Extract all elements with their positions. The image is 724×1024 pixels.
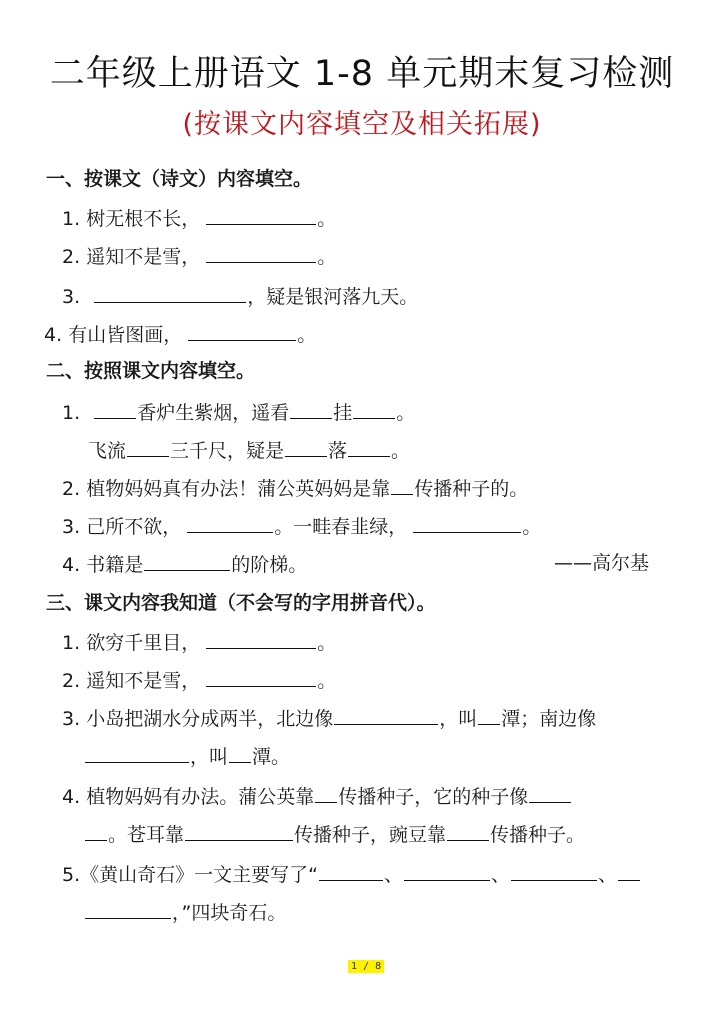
answer-blank[interactable] <box>348 436 390 457</box>
s3-item-3-line-1 <box>62 704 596 732</box>
answer-blank[interactable] <box>511 860 597 881</box>
s3-item-4-line-2 <box>84 820 585 848</box>
answer-blank[interactable] <box>187 512 273 533</box>
answer-blank[interactable] <box>618 860 640 881</box>
s1-item-3 <box>62 282 418 310</box>
item-text: 遥知不是雪， <box>86 670 201 692</box>
item-text: 、 <box>598 864 618 886</box>
item-text: 飞流 <box>88 440 127 462</box>
answer-blank[interactable] <box>285 436 327 457</box>
answer-blank[interactable] <box>478 704 500 725</box>
item-text: 、 <box>491 864 511 886</box>
answer-blank[interactable] <box>319 860 383 881</box>
answer-blank[interactable] <box>127 436 169 457</box>
item-text: 。 <box>391 440 411 462</box>
answer-blank[interactable] <box>185 820 293 841</box>
item-text: 。 <box>522 516 542 538</box>
item-number: 2. <box>62 670 81 692</box>
item-number: 1. <box>62 632 81 654</box>
section-2-heading: 二、按照课文内容填空。 <box>46 360 256 382</box>
item-text: ，叫 <box>439 708 478 730</box>
answer-blank[interactable] <box>404 860 490 881</box>
s2-item-1-line-1 <box>62 398 415 426</box>
item-text: ，疑是银河落九天。 <box>247 286 419 308</box>
s2-item-4 <box>62 550 307 578</box>
section-1-heading: 一、按课文（诗文）内容填空。 <box>46 168 313 190</box>
item-text: 有山皆图画， <box>68 324 183 346</box>
item-number: 4. <box>62 786 81 808</box>
item-text: 植物妈妈真有办法！蒲公英妈妈是靠 <box>86 478 391 500</box>
s3-item-1 <box>62 628 336 656</box>
item-text: 挂 <box>333 402 353 424</box>
section-3-heading: 三、课文内容我知道（不会写的字用拼音代）。 <box>46 592 436 614</box>
item-text: 传播种子，豌豆靠 <box>294 824 447 846</box>
item-text: 、 <box>384 864 404 886</box>
item-text: 传播种子的。 <box>414 478 529 500</box>
answer-blank[interactable] <box>144 550 230 571</box>
s3-item-5-line-2 <box>84 898 286 926</box>
item-text: 小岛把湖水分成两半，北边像 <box>86 708 334 730</box>
item-text: 潭。 <box>252 746 291 768</box>
s2-item-3 <box>62 512 541 540</box>
item-text: 欲穷千里目， <box>86 632 201 654</box>
item-number: 3. <box>62 708 81 730</box>
answer-blank[interactable] <box>413 512 521 533</box>
item-text: 香炉生紫烟，遥看 <box>137 402 290 424</box>
answer-blank[interactable] <box>290 398 332 419</box>
item-text: 传播种子，它的种子像 <box>338 786 529 808</box>
item-number: 5. <box>62 864 81 886</box>
item-text: 潭；南边像 <box>501 708 597 730</box>
item-number: 1. <box>62 208 81 230</box>
s1-item-4 <box>44 320 316 348</box>
answer-blank[interactable] <box>391 474 413 495</box>
answer-blank[interactable] <box>94 398 136 419</box>
item-text: 。 <box>317 246 337 268</box>
answer-blank[interactable] <box>315 782 337 803</box>
page-subtitle: (按课文内容填空及相关拓展) <box>182 109 542 140</box>
quote-attribution: ——高尔基 <box>554 552 650 574</box>
s1-item-2 <box>62 242 336 270</box>
answer-blank[interactable] <box>85 742 189 763</box>
answer-blank[interactable] <box>229 742 251 763</box>
item-number: 3. <box>62 286 81 308</box>
item-number: 2. <box>62 478 81 500</box>
item-text: 。 <box>317 208 337 230</box>
item-text: 己所不欲， <box>86 516 182 538</box>
page-indicator: 1 / 8 <box>348 960 384 973</box>
item-text: 书籍是 <box>86 554 144 576</box>
item-text: 。苍耳靠 <box>108 824 185 846</box>
item-text: 的阶梯。 <box>231 554 308 576</box>
s3-item-2 <box>62 666 336 694</box>
answer-blank[interactable] <box>529 782 571 803</box>
s3-item-5-line-1 <box>62 860 641 888</box>
item-number: 2. <box>62 246 81 268</box>
s2-item-2 <box>62 474 528 502</box>
item-text: 三千尺，疑是 <box>170 440 285 462</box>
answer-blank[interactable] <box>334 704 438 725</box>
s3-item-4-line-1 <box>62 782 572 810</box>
item-text: 。一畦春韭绿， <box>274 516 408 538</box>
answer-blank[interactable] <box>206 666 316 687</box>
item-text: 落 <box>328 440 348 462</box>
answer-blank[interactable] <box>94 282 246 303</box>
item-text: ，”四块奇石。 <box>172 902 287 924</box>
item-text: 。 <box>317 670 337 692</box>
item-number: 3. <box>62 516 81 538</box>
answer-blank[interactable] <box>447 820 489 841</box>
item-number: 1. <box>62 402 81 424</box>
item-text: 植物妈妈有办法。蒲公英靠 <box>86 786 315 808</box>
answer-blank[interactable] <box>206 204 316 225</box>
answer-blank[interactable] <box>353 398 395 419</box>
item-number: 4. <box>44 324 63 346</box>
item-text: ，叫 <box>190 746 229 768</box>
s1-item-1 <box>62 204 336 232</box>
s2-item-1-line-2 <box>88 436 410 464</box>
item-text: 传播种子。 <box>490 824 586 846</box>
answer-blank[interactable] <box>206 628 316 649</box>
page-title: 二年级上册语文 1-8 单元期末复习检测 <box>49 54 675 94</box>
item-text: 遥知不是雪， <box>86 246 201 268</box>
item-text: 《黄山奇石》一文主要写了“ <box>80 864 318 886</box>
item-text: 树无根不长， <box>86 208 201 230</box>
item-text: 。 <box>297 324 317 346</box>
answer-blank[interactable] <box>206 242 316 263</box>
answer-blank[interactable] <box>188 320 296 341</box>
item-text: 。 <box>396 402 416 424</box>
answer-blank[interactable] <box>85 820 107 841</box>
item-number: 4. <box>62 554 81 576</box>
s3-item-3-line-2 <box>84 742 290 770</box>
answer-blank[interactable] <box>85 898 171 919</box>
item-text: 。 <box>317 632 337 654</box>
